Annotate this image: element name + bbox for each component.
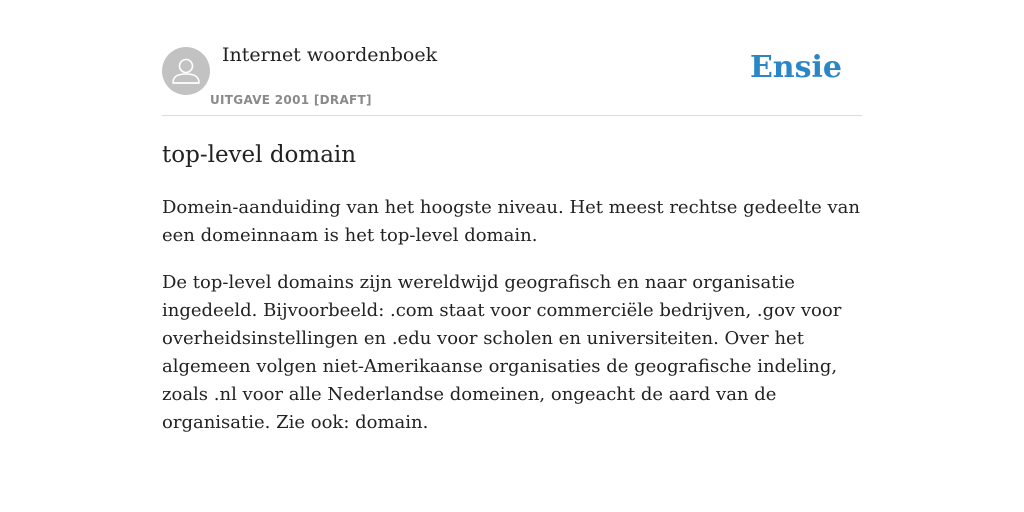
dictionary-title[interactable]: Internet woordenboek (222, 44, 438, 66)
definition-paragraph-1: Domein-aanduiding van het hoogste niveau. Het meest rechtse gedeelte van een domeinnaam is het top-level domain. (162, 197, 860, 246)
page (162, 0, 862, 437)
header (162, 0, 862, 116)
ensie-logo[interactable]: Ensie (749, 50, 842, 85)
definition-paragraph-2: De top-level domains zijn wereldwijd geografisch en naar organisatie ingedeeld. Bijvoorbeeld: .com staat voor commerciële bedrijven, .gov voor overheidsinstellingen en .edu voor scholen en universiteiten. Over het algemeen volgen niet-Amerikaanse organisaties de geografische indeling, zoals .nl voor alle Nederlandse domeinen, ongeacht de aard van de organisatie. Zie ook: domain. (162, 272, 842, 433)
user-icon[interactable] (162, 47, 210, 95)
edition-label: UITGAVE 2001 [DRAFT] (210, 93, 372, 107)
entry-title: top-level domain (162, 142, 357, 168)
